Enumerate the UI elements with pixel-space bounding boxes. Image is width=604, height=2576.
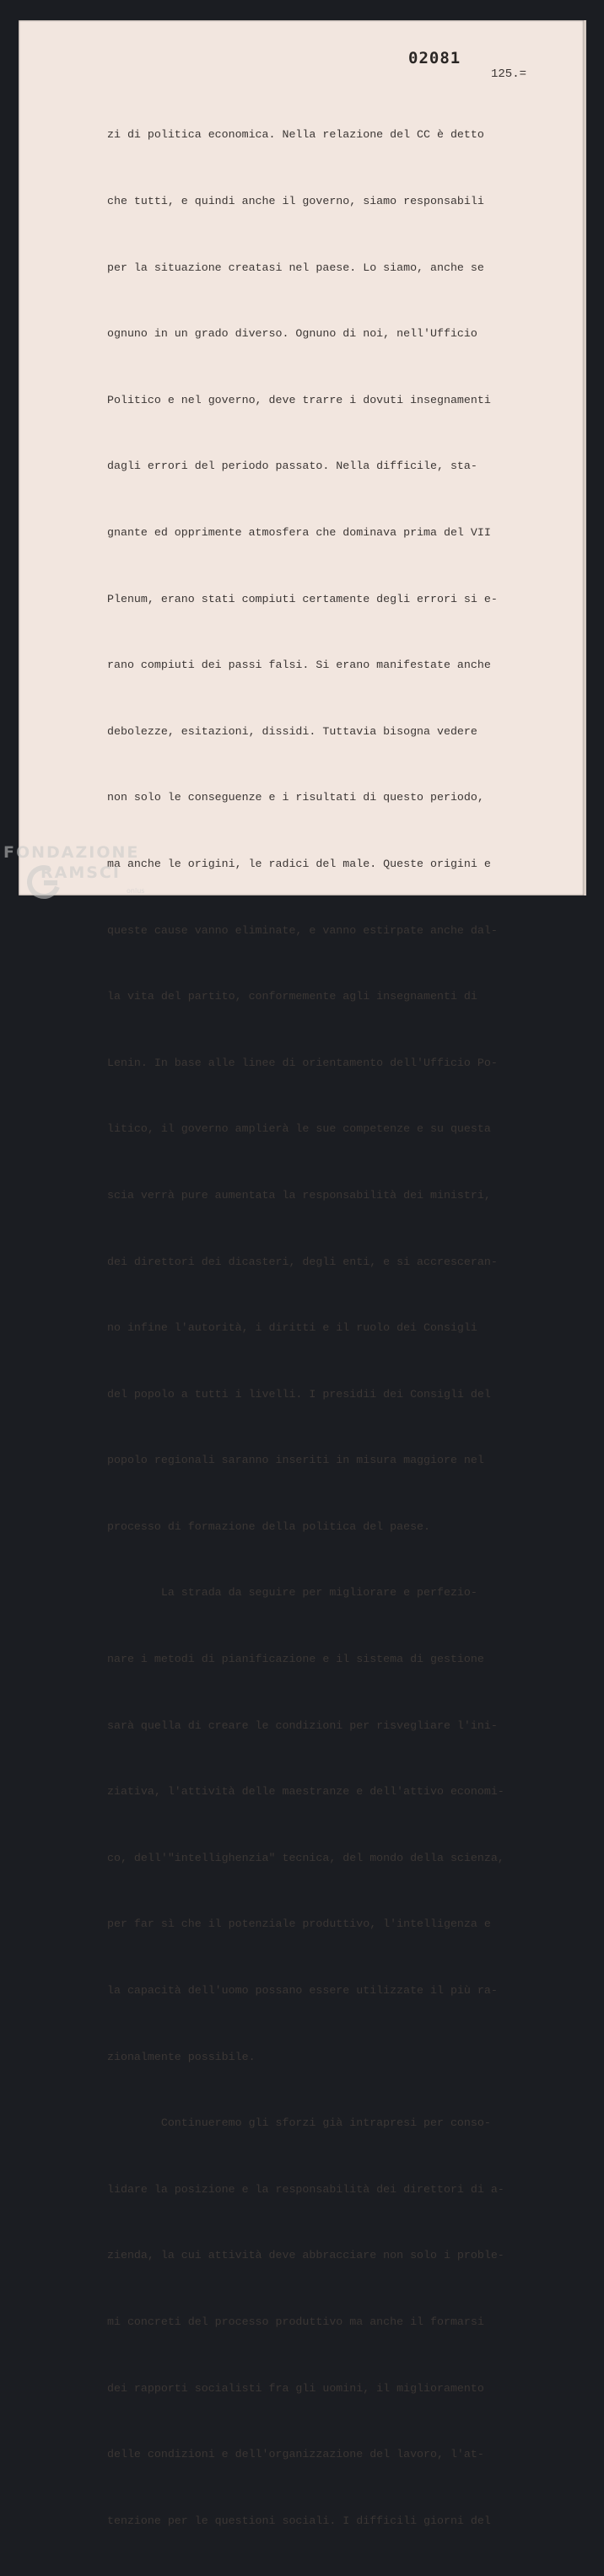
text-line: del popolo a tutti i livelli. I presidii dei Consigli del — [107, 1387, 491, 1401]
text-line: che tutti, e quindi anche il governo, siamo responsabili — [107, 195, 484, 207]
text-line: zienda, la cui attività deve abbracciare non solo i proble- — [107, 2249, 504, 2262]
text-line: dagli errori del periodo passato. Nella difficile, sta- — [107, 460, 477, 473]
text-line: mi concreti del processo produttivo ma anche il formarsi — [107, 2315, 484, 2328]
text-line: Plenum, erano stati compiuti certamente degli errori si e- — [107, 592, 498, 605]
text-line: zionalmente possibile. — [107, 2050, 256, 2063]
text-line: delle condizioni e dell'organizzazione del lavoro, l'at- — [107, 2448, 484, 2461]
text-line: debolezze, esitazioni, dissidi. Tuttavia bisogna vedere — [107, 724, 477, 738]
text-line: popolo regionali saranno inseriti in misura maggiore nel — [107, 1454, 484, 1467]
text-line: dei rapporti socialisti fra gli uomini, il miglioramento — [107, 2381, 484, 2395]
text-line: sarà quella di creare le condizioni per risvegliare l'ini- — [107, 1718, 498, 1732]
text-line: per la situazione creatasi nel paese. Lo siamo, anche se — [107, 261, 484, 274]
watermark-line1: FONDAZIONE — [3, 843, 140, 862]
archive-number: 02081 — [408, 49, 461, 67]
text-line: queste cause vanno eliminate, e vanno estirpate anche dal- — [107, 923, 498, 937]
text-line: La strada da seguire per migliorare e perfezio- — [107, 1586, 477, 1600]
text-line: la vita del partito, conformemente agli insegnamenti di — [107, 990, 477, 1003]
body-text — [107, 80, 563, 2576]
text-line: nare i metodi di pianificazione e il sistema di gestione — [107, 1653, 484, 1666]
text-line: no infine l'autorità, i diritti e il ruolo dei Consigli — [107, 1321, 477, 1335]
page-number: 125.= — [491, 67, 527, 81]
watermark-line2: RAMSCI — [40, 863, 121, 882]
paper-edge — [584, 20, 586, 895]
text-line: Lenin. In base alle linee di orientamento dell'Ufficio Po- — [107, 1056, 498, 1069]
text-line: la capacità dell'uomo possano essere utilizzate il più ra- — [107, 1984, 498, 1998]
text-line: non solo le conseguenze e i risultati di questo periodo, — [107, 791, 484, 804]
text-line: dei direttori dei dicasteri, degli enti, e si accresceran- — [107, 1255, 498, 1268]
text-line: scia verrà pure aumentata la responsabilità dei ministri, — [107, 1188, 491, 1202]
watermark-suffix: onlus — [127, 887, 145, 895]
text-line: tenzione per le questioni sociali. I difficili giorni del — [107, 2514, 491, 2527]
text-line: gnante ed opprimente atmosfera che dominava prima del VII — [107, 525, 491, 539]
text-line: per far sì che il potenziale produttivo, l'intelligenza e — [107, 1917, 491, 1931]
text-line: co, dell'"intellighenzia" tecnica, del mondo della scienza, — [107, 1851, 504, 1864]
text-line: processo di formazione della politica del paese. — [107, 1519, 431, 1533]
text-line: lidare la posizione e la responsabilità dei direttori di a- — [107, 2182, 504, 2196]
text-line: ma anche le origini, le radici del male. Queste origini e — [107, 857, 491, 870]
fondazione-gramsci-watermark — [3, 843, 172, 911]
text-line: litico, il governo amplierà le sue competenze e su questa — [107, 1122, 491, 1136]
text-line: ziativa, l'attività delle maestranze e dell'attivo economi- — [107, 1785, 504, 1799]
text-line: zi di politica economica. Nella relazione del CC è detto — [107, 128, 484, 142]
text-line: rano compiuti dei passi falsi. Si erano manifestate anche — [107, 659, 491, 672]
text-line: Continueremo gli sforzi già intrapresi per conso- — [107, 2116, 491, 2130]
text-line: ognuno in un grado diverso. Ognuno di noi, nell'Ufficio — [107, 327, 477, 341]
text-line: Politico e nel governo, deve trarre i dovuti insegnamenti — [107, 393, 491, 406]
